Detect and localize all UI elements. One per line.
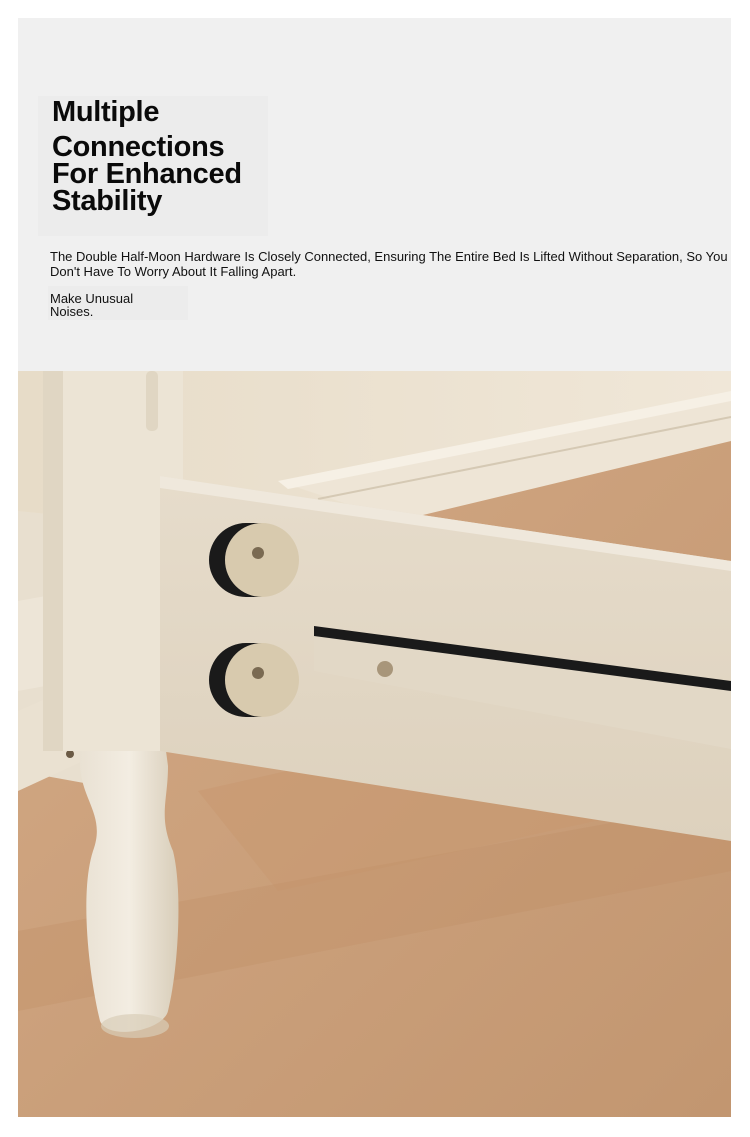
half-moon-hardware-top: [209, 523, 299, 597]
description-line-1: The Double Half-Moon Hardware Is Closely Connected, Ensuring The Entire Bed Is Lifted Without Separation, So You: [50, 249, 728, 264]
headline-line-2: Connections: [52, 131, 225, 163]
headline-line-3: For Enhanced: [52, 158, 242, 190]
corner-post-shadow: [43, 371, 63, 751]
screw-hole-left-1: [66, 750, 74, 758]
turned-leg: [80, 751, 178, 1032]
note-line-1: Make Unusual: [50, 291, 134, 306]
feature-text-panel: [18, 18, 731, 371]
note-line-2: Noises.: [50, 304, 94, 319]
headline-line-1: Multiple: [52, 96, 160, 128]
leg-foot: [101, 1014, 169, 1038]
description-line-2: Don't Have To Worry About It Falling Apart.: [50, 264, 297, 279]
bracket-screw-hole: [377, 661, 393, 677]
half-moon-hardware-bottom: [209, 643, 299, 717]
post-carving: [146, 371, 158, 431]
bed-frame-illustration: [18, 371, 731, 1117]
headline-line-4: Stability: [52, 185, 163, 217]
bed-frame-joint-photo: [18, 371, 731, 1117]
